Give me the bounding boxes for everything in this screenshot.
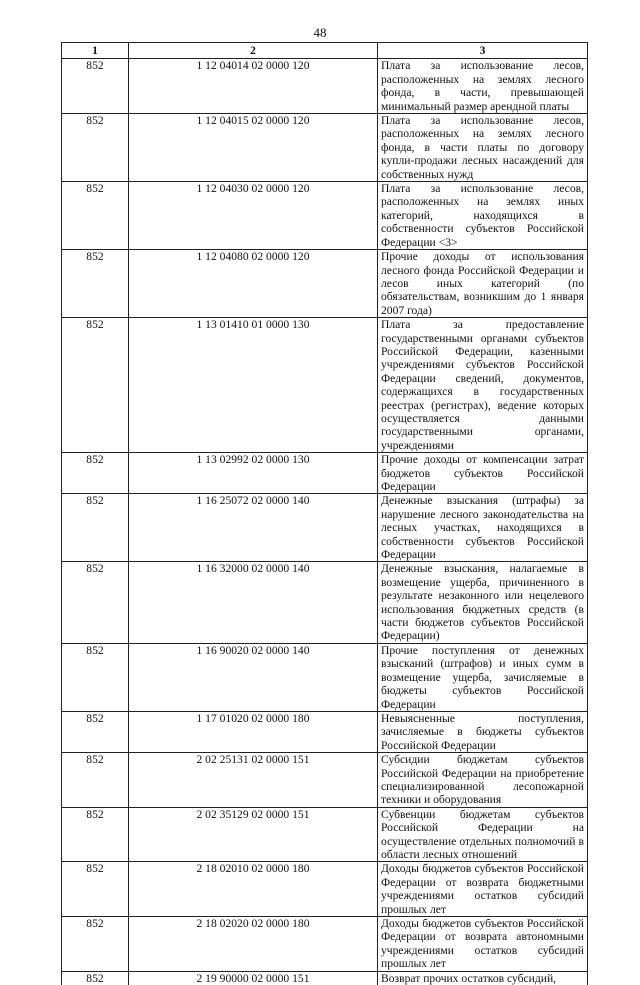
revenue-code-cell: 1 13 02992 02 0000 130 [129, 453, 378, 494]
description-cell: Плата за использование лесов, расположенных на землях иных категорий, находящихся в собственности субъектов Российской Федерации <3> [378, 182, 588, 250]
revenue-code-cell: 1 12 04014 02 0000 120 [129, 59, 378, 114]
table-row [62, 862, 588, 917]
description-cell: Плата за использование лесов, расположенных на землях лесного фонда, в части платы по договору купли-продажи лесных насаждений для собственных нужд [378, 114, 588, 182]
admin-code-cell: 852 [62, 711, 129, 752]
table-row [62, 643, 588, 711]
revenue-code-cell: 1 12 04080 02 0000 120 [129, 250, 378, 318]
admin-code-cell: 852 [62, 453, 129, 494]
admin-code-cell: 852 [62, 318, 129, 453]
page-number: 48 [313, 25, 327, 40]
description-cell: Доходы бюджетов субъектов Российской Федерации от возврата бюджетными учреждениями остатков субсидий прошлых лет [378, 862, 588, 917]
table-row [62, 753, 588, 808]
header-row [62, 43, 588, 59]
admin-code-cell: 852 [62, 114, 129, 182]
table-row [62, 250, 588, 318]
revenue-codes-table [61, 42, 588, 985]
description-cell: Прочие доходы от компенсации затрат бюджетов субъектов Российской Федерации [378, 453, 588, 494]
admin-code-cell: 852 [62, 494, 129, 562]
column-header-2: 2 [129, 43, 378, 59]
description-cell: Денежные взыскания (штрафы) за нарушение лесного законодательства на лесных участках, находящихся в собственности субъектов Российской Федерации [378, 494, 588, 562]
table-row [62, 711, 588, 752]
table-row [62, 59, 588, 114]
description-cell: Субвенции бюджетам субъектов Российской Федерации на осуществление отдельных полномочий в области лесных отношений [378, 807, 588, 862]
revenue-code-cell: 2 18 02010 02 0000 180 [129, 862, 378, 917]
description-cell: Невыясненные поступления, зачисляемые в бюджеты субъектов Российской Федерации [378, 711, 588, 752]
description-cell: Плата за использование лесов, расположенных на землях лесного фонда, в части, превышающей минимальный размер арендной платы [378, 59, 588, 114]
table-row [62, 494, 588, 562]
table-header [62, 43, 588, 59]
admin-code-cell: 852 [62, 562, 129, 643]
revenue-code-cell: 1 12 04030 02 0000 120 [129, 182, 378, 250]
revenue-code-cell: 2 19 90000 02 0000 151 [129, 971, 378, 985]
revenue-code-cell: 1 17 01020 02 0000 180 [129, 711, 378, 752]
description-cell: Доходы бюджетов субъектов Российской Федерации от возврата автономными учреждениями остатков субсидий прошлых лет [378, 917, 588, 972]
description-cell: Возврат прочих остатков субсидий, [378, 971, 588, 985]
admin-code-cell: 852 [62, 917, 129, 972]
column-header-3: 3 [378, 43, 588, 59]
revenue-code-cell: 1 12 04015 02 0000 120 [129, 114, 378, 182]
table-row [62, 562, 588, 643]
admin-code-cell: 852 [62, 182, 129, 250]
description-cell: Денежные взыскания, налагаемые в возмещение ущерба, причиненного в результате незаконного или нецелевого использования бюджетных средств (в части бюджетов субъектов Российской Федерации) [378, 562, 588, 643]
admin-code-cell: 852 [62, 971, 129, 985]
table-row [62, 182, 588, 250]
revenue-code-cell: 1 16 32000 02 0000 140 [129, 562, 378, 643]
column-header-1: 1 [62, 43, 129, 59]
description-cell: Плата за предоставление государственными органами субъектов Российской Федерации, казенными учреждениями субъектов Российской Федерации сведений, документов, содержащихся в государственных реестрах (регистрах), ведение которых осуществляется данными государственными органами, учреждениями [378, 318, 588, 453]
admin-code-cell: 852 [62, 807, 129, 862]
revenue-code-cell: 2 18 02020 02 0000 180 [129, 917, 378, 972]
table-row [62, 318, 588, 453]
revenue-code-cell: 2 02 35129 02 0000 151 [129, 807, 378, 862]
admin-code-cell: 852 [62, 862, 129, 917]
table-row [62, 917, 588, 972]
revenue-code-cell: 1 13 01410 01 0000 130 [129, 318, 378, 453]
revenue-code-cell: 2 02 25131 02 0000 151 [129, 753, 378, 808]
table-body [62, 59, 588, 985]
table-row [62, 114, 588, 182]
admin-code-cell: 852 [62, 643, 129, 711]
admin-code-cell: 852 [62, 59, 129, 114]
admin-code-cell: 852 [62, 753, 129, 808]
revenue-code-cell: 1 16 25072 02 0000 140 [129, 494, 378, 562]
table-row [62, 453, 588, 494]
description-cell: Прочие поступления от денежных взысканий (штрафов) и иных сумм в возмещение ущерба, зачисляемые в бюджеты субъектов Российской Федерации [378, 643, 588, 711]
table-row [62, 971, 588, 985]
description-cell: Прочие доходы от использования лесного фонда Российской Федерации и лесов иных категорий (по обязательствам, возникшим до 1 января 2007 года) [378, 250, 588, 318]
admin-code-cell: 852 [62, 250, 129, 318]
table-row [62, 807, 588, 862]
revenue-code-cell: 1 16 90020 02 0000 140 [129, 643, 378, 711]
description-cell: Субсидии бюджетам субъектов Российской Федерации на приобретение специализированной лесопожарной техники и оборудования [378, 753, 588, 808]
